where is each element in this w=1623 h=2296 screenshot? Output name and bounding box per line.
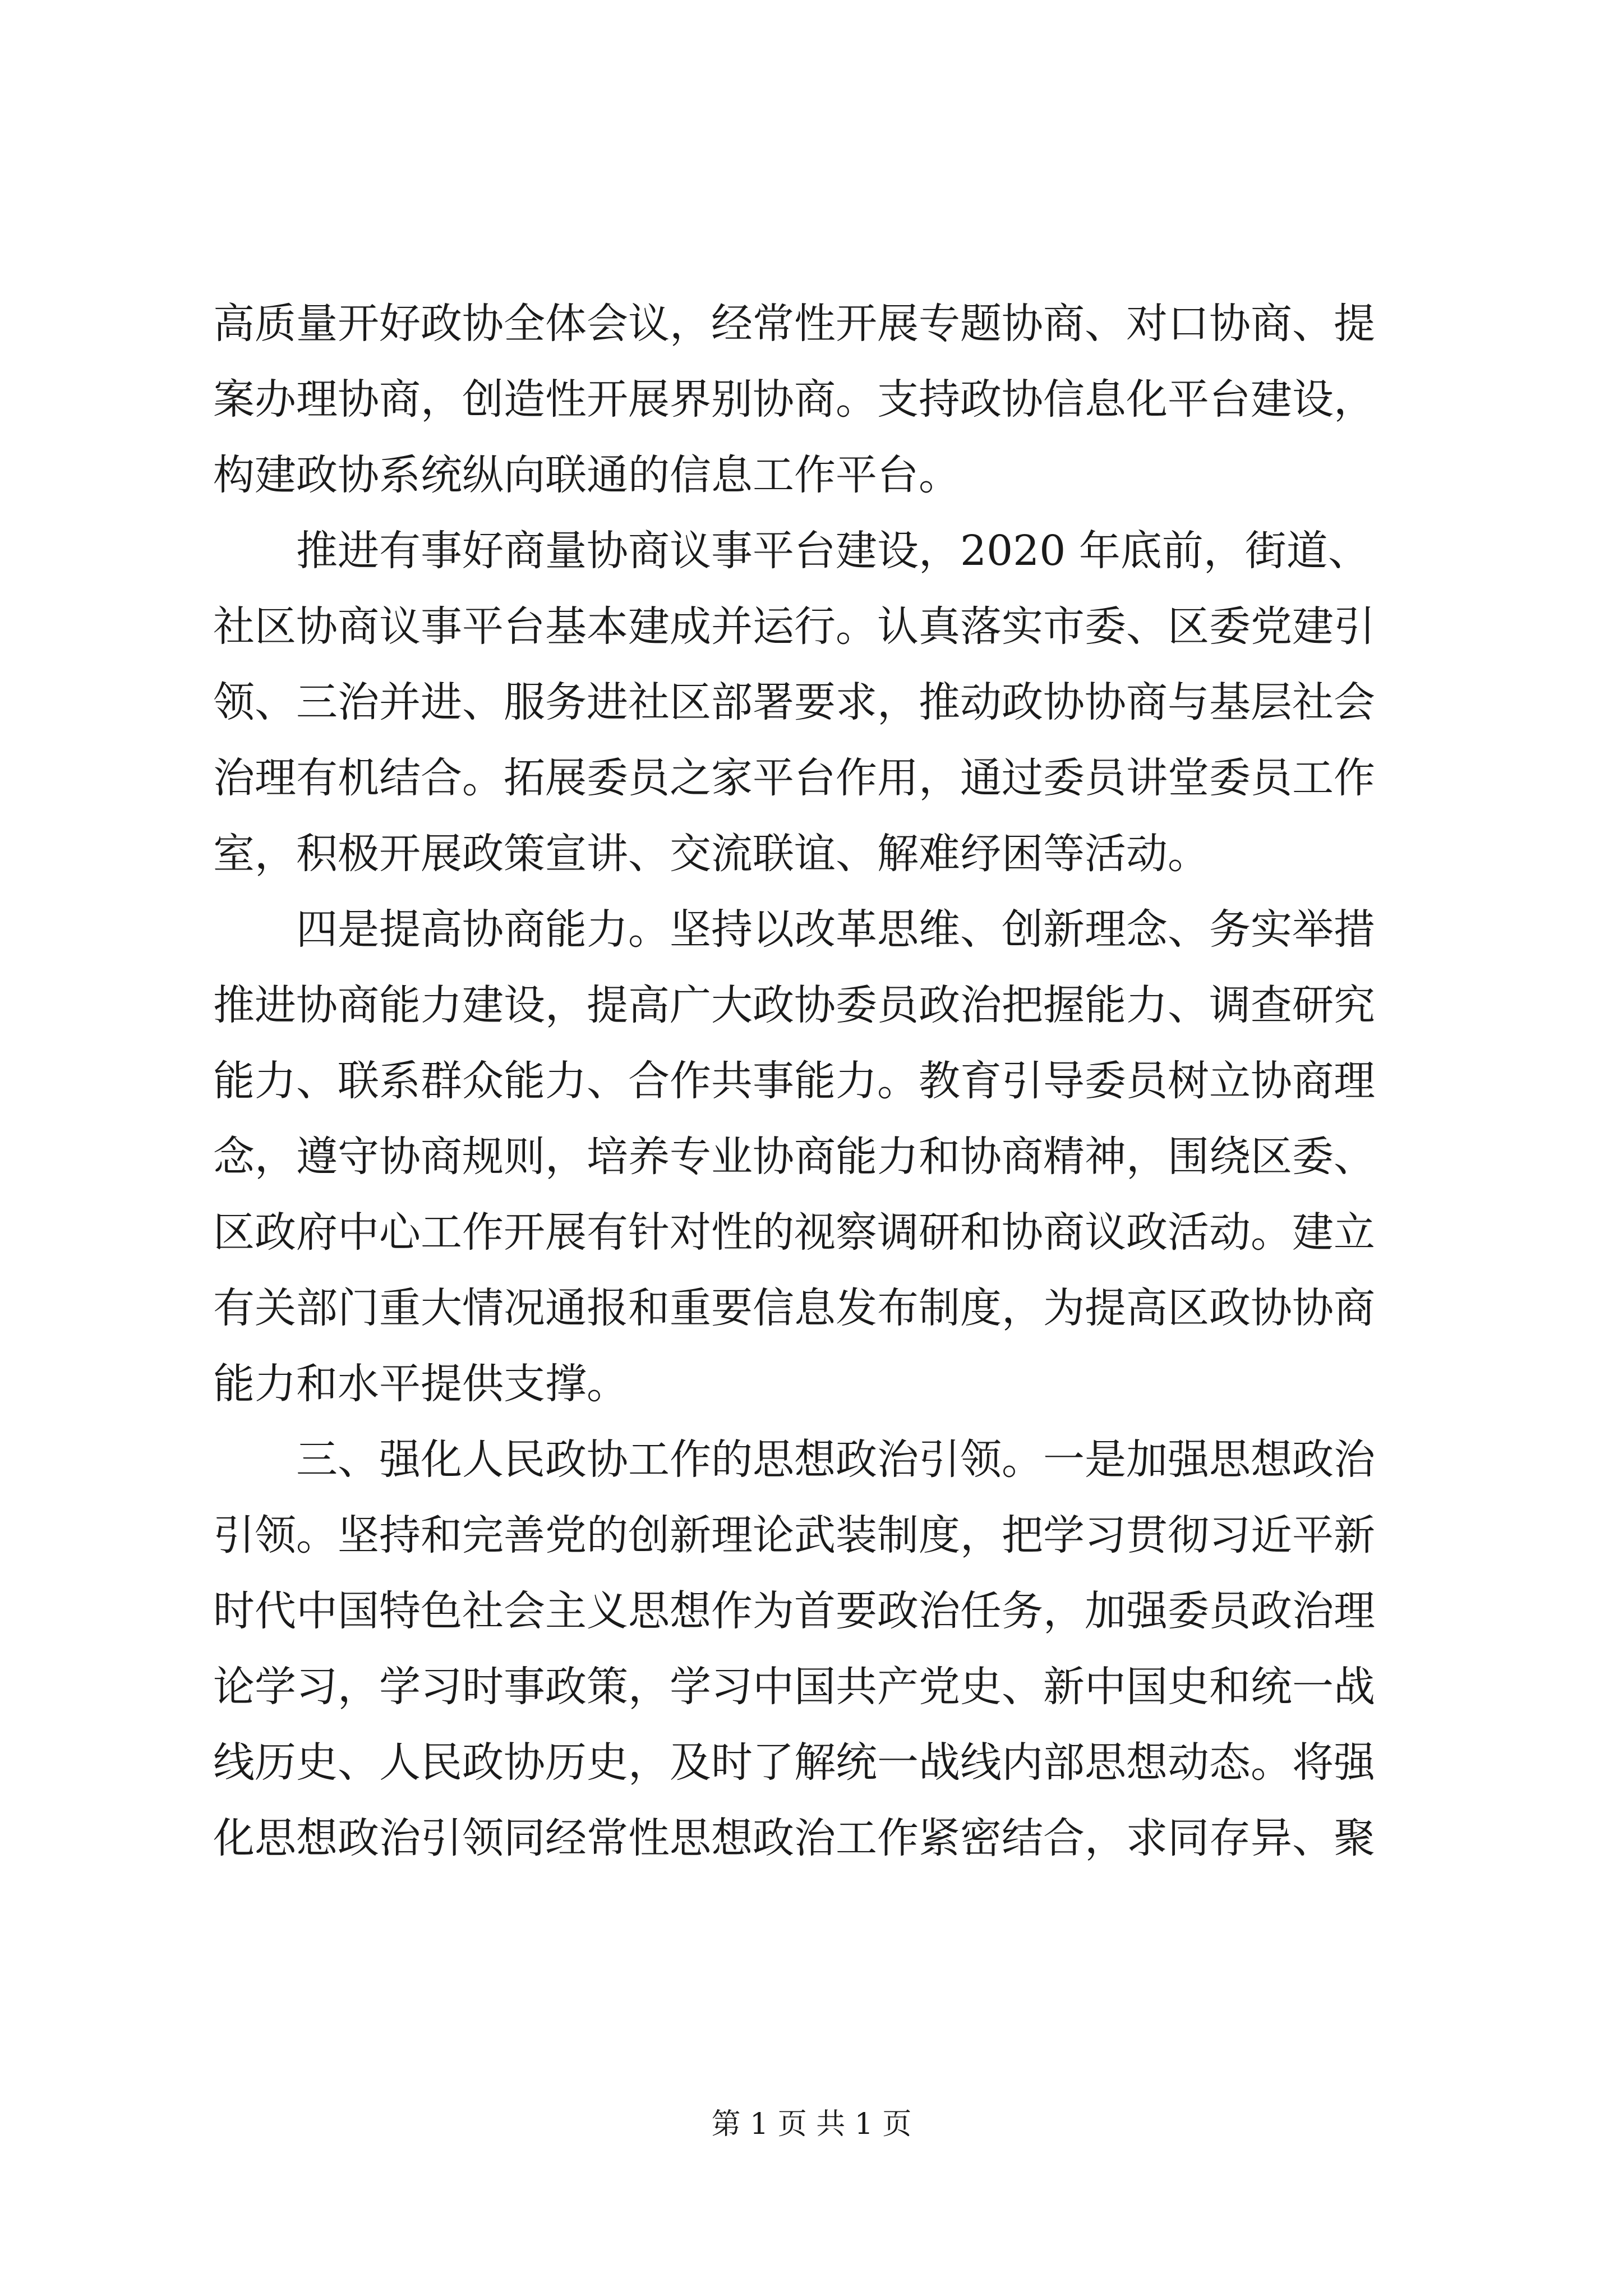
text-line: 时代中国特色社会主义思想作为首要政治任务，加强委员政治理 (213, 1587, 1375, 1635)
text-line: 构建政协系统纵向联通的信息工作平台。 (213, 451, 960, 499)
text-line: 区政府中心工作开展有针对性的视察调研和协商议政活动。建立 (213, 1208, 1375, 1257)
paragraph-first-line: 推进有事好商量协商议事平台建设，2020 年底前，街道、 (296, 527, 1370, 575)
text-line: 引领。坚持和完善党的创新理论武装制度，把学习贯彻习近平新 (213, 1511, 1375, 1559)
text-line: 能力、联系群众能力、合作共事能力。教育引导委员树立协商理 (213, 1057, 1375, 1105)
text-line: 治理有机结合。拓展委员之家平台作用，通过委员讲堂委员工作 (213, 754, 1375, 802)
text-line: 室，积极开展政策宣讲、交流联谊、解难纾困等活动。 (213, 830, 1209, 878)
text-line: 能力和水平提供支撑。 (213, 1360, 628, 1408)
text-line: 案办理协商，创造性开展界别协商。支持政协信息化平台建设， (213, 375, 1375, 424)
body-text (213, 286, 1436, 1876)
text-line: 线历史、人民政协历史，及时了解统一战线内部思想动态。将强 (213, 1738, 1375, 1787)
page-number: 第 1 页 共 1 页 (711, 2108, 912, 2141)
text-line: 念，遵守协商规则，培养专业协商能力和协商精神，围绕区委、 (213, 1133, 1375, 1181)
text-line: 化思想政治引领同经常性思想政治工作紧密结合，求同存异、聚 (213, 1814, 1375, 1862)
paragraph-first-line: 四是提高协商能力。坚持以改革思维、创新理念、务实举措 (296, 905, 1375, 954)
text-line: 高质量开好政协全体会议，经常性开展专题协商、对口协商、提 (213, 300, 1375, 348)
text-line: 推进协商能力建设，提高广大政协委员政治把握能力、调查研究 (213, 981, 1375, 1029)
text-line: 有关部门重大情况通报和重要信息发布制度，为提高区政协协商 (213, 1284, 1375, 1332)
text-line: 社区协商议事平台基本建成并运行。认真落实市委、区委党建引 (213, 602, 1375, 651)
text-line: 论学习，学习时事政策，学习中国共产党史、新中国史和统一战 (213, 1663, 1375, 1711)
text-line: 领、三治并进、服务进社区部署要求，推动政协协商与基层社会 (213, 678, 1375, 726)
paragraph-first-line: 三、强化人民政协工作的思想政治引领。一是加强思想政治 (296, 1435, 1375, 1484)
page-footer (0, 2106, 1623, 2142)
